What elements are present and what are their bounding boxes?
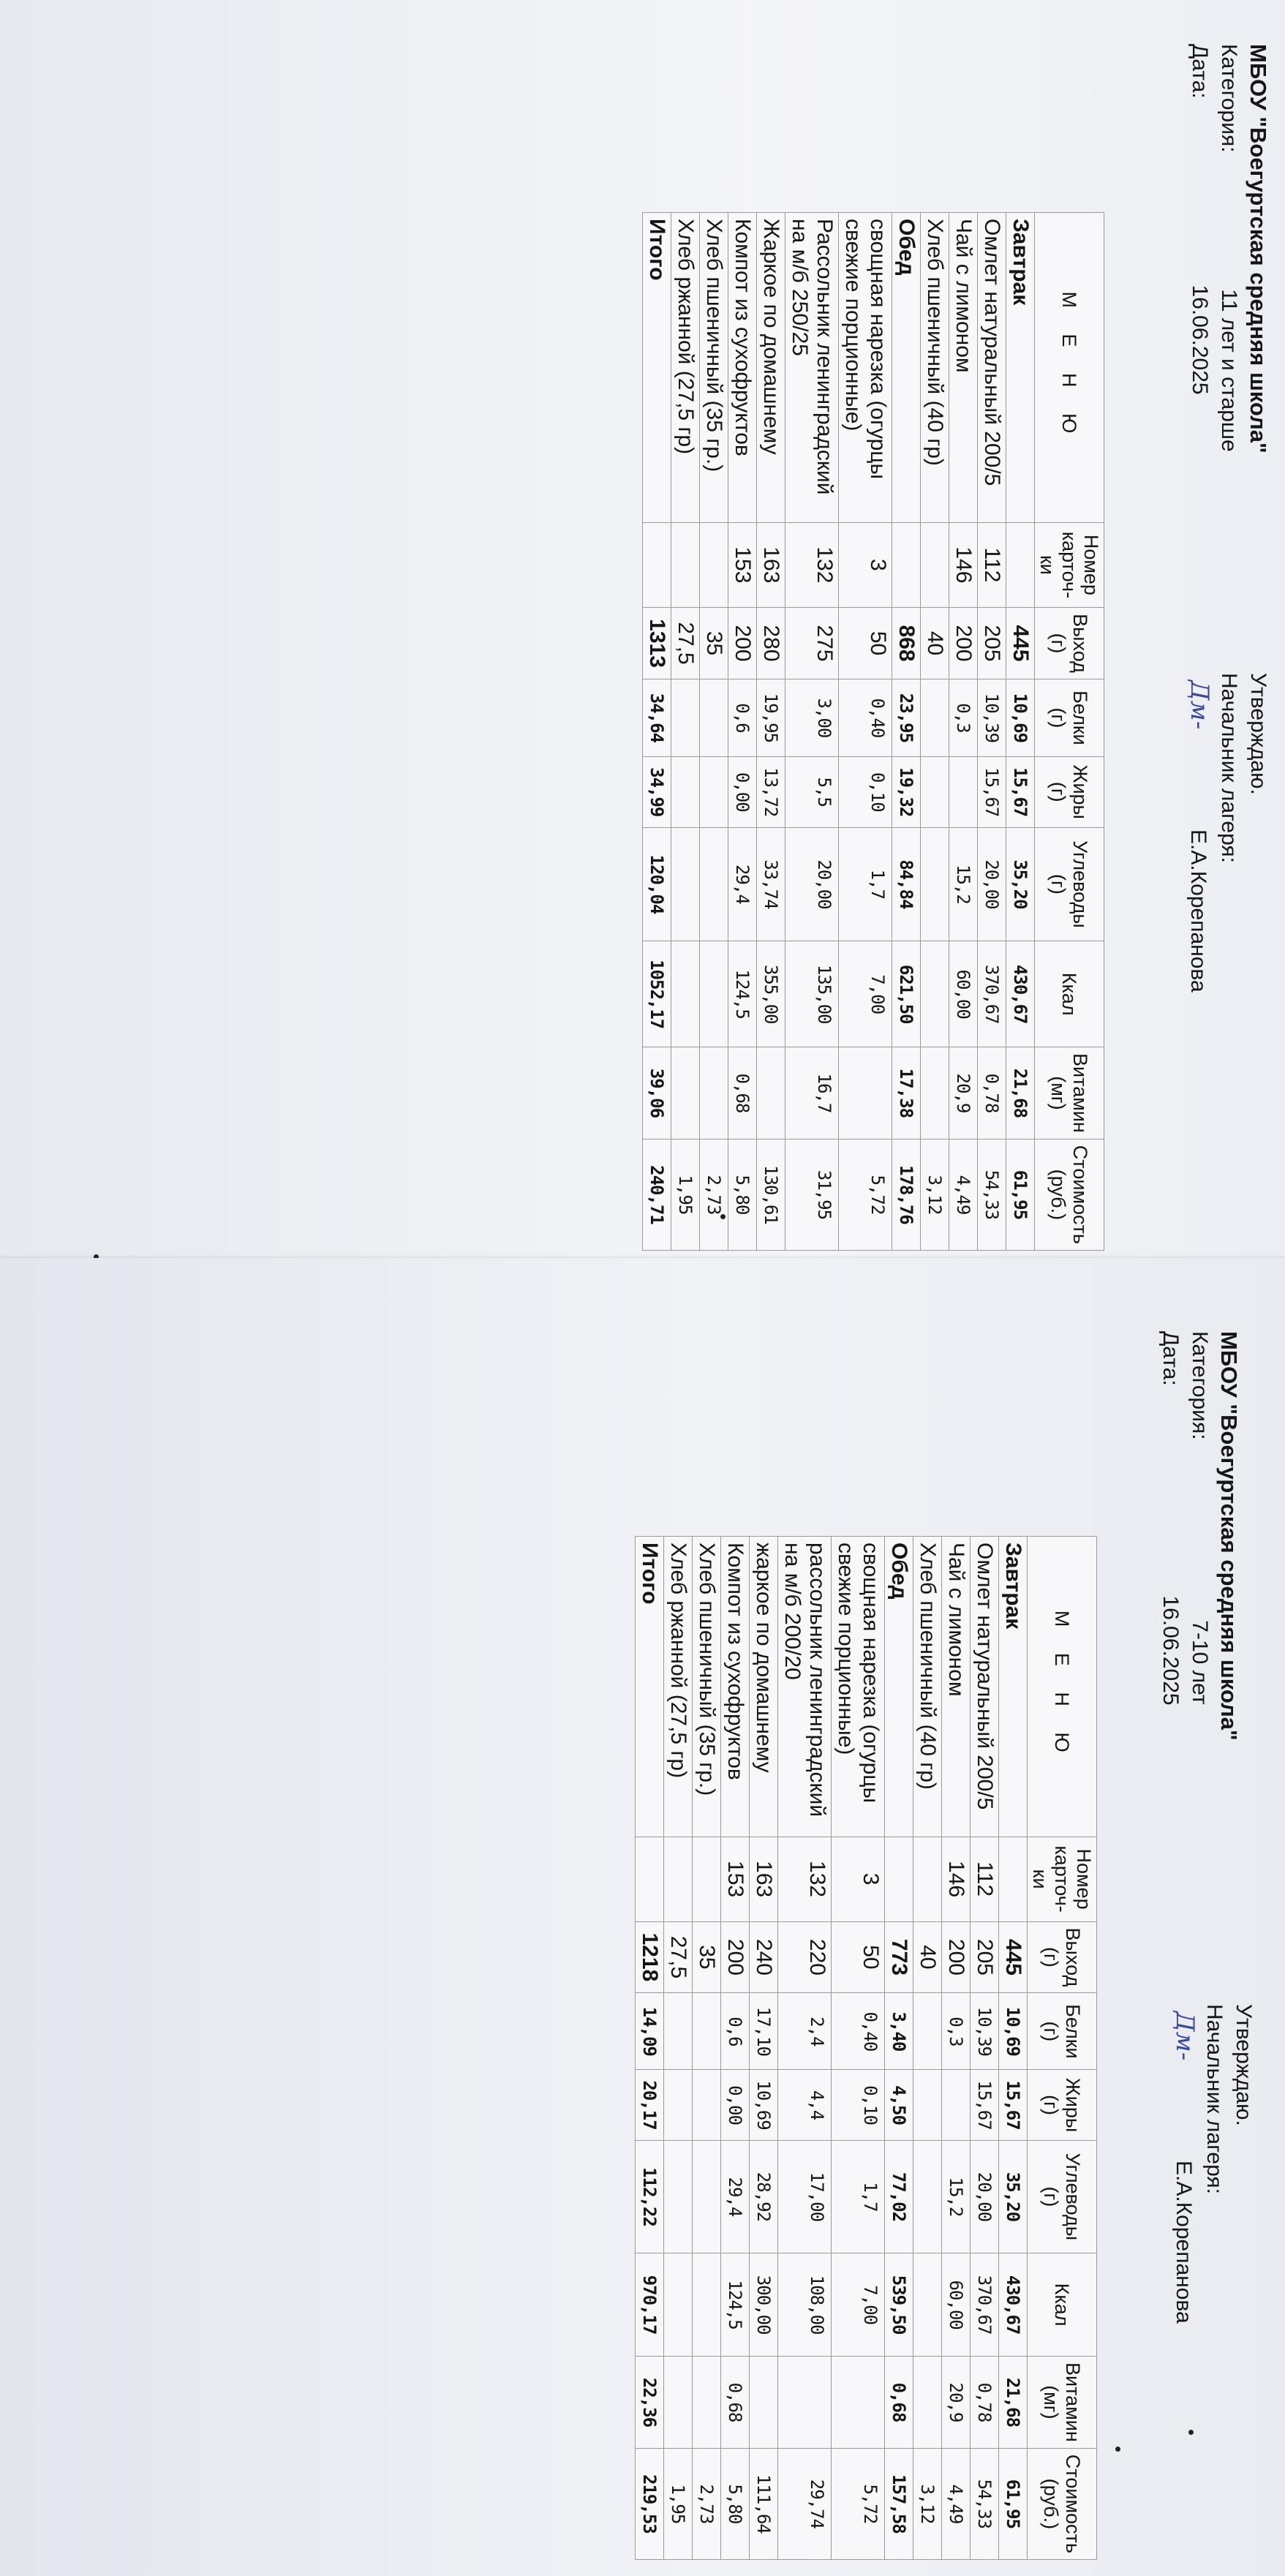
dish-name: Обед xyxy=(892,213,921,523)
header-block xyxy=(1185,44,1273,453)
cell-fat: 15,67 xyxy=(971,2070,999,2140)
col-carbs: Углеводы (г) xyxy=(1035,827,1104,941)
table-row-section xyxy=(885,1537,913,2560)
table-row-section xyxy=(636,1537,664,2560)
cell-kcal: 124,5 xyxy=(721,2253,750,2357)
dish-name: Омлет натуральный 200/5 xyxy=(971,1537,999,1837)
col-kcal: Ккал xyxy=(1028,2253,1097,2357)
col-fat: Жиры (г) xyxy=(1028,2070,1097,2140)
table-row xyxy=(721,1537,750,2560)
menu-table-wrap xyxy=(642,212,1104,1251)
dish-name: свощная нарезка (огурцы свежие порционные) xyxy=(839,213,892,523)
col-cost: Стоимость (руб.) xyxy=(1028,2448,1097,2559)
cell-vitamin xyxy=(778,2357,832,2449)
dish-name: Обед xyxy=(885,1537,913,1837)
menu-sheet-younger xyxy=(0,1258,1285,2576)
cell-fat: 34,99 xyxy=(643,756,671,827)
dish-name: Хлеб пшеничный (40 гр) xyxy=(913,1537,942,1837)
cell-kcal: 970,17 xyxy=(636,2253,664,2357)
cell-kcal xyxy=(913,2253,942,2357)
cell-cost: 240,71 xyxy=(643,1139,671,1250)
cell-carbs xyxy=(700,827,728,941)
cell-cost: 219,53 xyxy=(636,2448,664,2559)
cell-cost: 61,95 xyxy=(999,2448,1028,2559)
cell-yield: 35 xyxy=(700,608,728,679)
category-value: 7-10 лет xyxy=(1188,1620,1212,1705)
cell-kcal: 539,50 xyxy=(885,2253,913,2357)
cell-carbs: 20,00 xyxy=(785,827,839,941)
cell-protein: 0,40 xyxy=(832,1993,885,2070)
cell-vitamin: 16,7 xyxy=(785,1047,839,1140)
cell-protein xyxy=(671,679,700,756)
cell-vitamin xyxy=(832,2357,885,2449)
cell-cost: 4,49 xyxy=(942,2448,971,2559)
cell-vitamin: 21,68 xyxy=(999,2357,1028,2449)
cell-yield: 445 xyxy=(999,1921,1028,1993)
cell-vitamin: 20,9 xyxy=(949,1047,978,1140)
cell-fat: 0,10 xyxy=(832,2070,885,2140)
cell-carbs: 29,4 xyxy=(728,827,757,941)
cell-card xyxy=(643,522,671,607)
cell-cost: 31,95 xyxy=(785,1139,839,1250)
cell-yield: 205 xyxy=(978,608,1006,679)
cell-kcal xyxy=(671,941,700,1047)
cell-fat: 19,32 xyxy=(892,756,921,827)
cell-cost: 3,12 xyxy=(921,1139,949,1250)
cell-protein: 2,4 xyxy=(778,1993,832,2070)
cell-protein: 3,40 xyxy=(885,1993,913,2070)
dish-name: Хлеб ржанной (27,5 гр) xyxy=(671,213,700,523)
cell-yield: 240 xyxy=(750,1921,778,1993)
cell-kcal: 7,00 xyxy=(839,941,892,1047)
cell-carbs xyxy=(693,2140,721,2253)
date-value: 16.06.2025 xyxy=(1158,1595,1183,1706)
cell-carbs: 15,2 xyxy=(942,2140,971,2253)
cell-kcal: 7,00 xyxy=(832,2253,885,2357)
stray-dot xyxy=(720,1214,726,1219)
cell-fat: 0,00 xyxy=(721,2070,750,2140)
cell-carbs: 35,20 xyxy=(999,2140,1028,2253)
table-row xyxy=(700,213,728,1251)
cell-vitamin: 0,68 xyxy=(885,2357,913,2449)
cell-fat: 0,00 xyxy=(728,756,757,827)
dish-name: Компот из сухофруктов xyxy=(721,1537,750,1837)
col-protein: Белки (г) xyxy=(1028,1993,1097,2070)
cell-fat: 4,50 xyxy=(885,2070,913,2140)
category-label: Категория: xyxy=(1217,44,1241,153)
date-label: Дата: xyxy=(1188,44,1212,99)
cell-kcal: 370,67 xyxy=(978,941,1006,1047)
cell-carbs: 77,02 xyxy=(885,2140,913,2253)
cell-card xyxy=(700,522,728,607)
cell-card xyxy=(999,1837,1028,1921)
cell-carbs: 15,2 xyxy=(949,827,978,941)
cell-protein: 10,39 xyxy=(971,1993,999,2070)
cell-fat: 20,17 xyxy=(636,2070,664,2140)
category-label: Категория: xyxy=(1188,1331,1212,1440)
cell-kcal xyxy=(921,941,949,1047)
cell-yield: 40 xyxy=(913,1921,942,1993)
cell-fat xyxy=(913,2070,942,2140)
cell-vitamin xyxy=(671,1047,700,1140)
col-protein: Белки (г) xyxy=(1035,679,1104,756)
cell-vitamin xyxy=(750,2357,778,2449)
cell-fat: 15,67 xyxy=(1006,756,1035,827)
cell-cost: 130,61 xyxy=(757,1139,785,1250)
header-block xyxy=(1156,1331,1243,1741)
cell-vitamin: 39,06 xyxy=(643,1047,671,1140)
school-name: МБОУ "Воегуртская средняя школа" xyxy=(1216,1331,1242,1741)
cell-vitamin xyxy=(839,1047,892,1140)
signer-name: Е.А.Корепанова xyxy=(1186,829,1210,993)
cell-cost: 5,72 xyxy=(839,1139,892,1250)
cell-vitamin: 17,38 xyxy=(892,1047,921,1140)
cell-yield: 35 xyxy=(693,1921,721,1993)
col-fat: Жиры (г) xyxy=(1035,756,1104,827)
dish-name: Хлеб ржанной (27,5 гр) xyxy=(664,1537,693,1837)
cell-fat xyxy=(921,756,949,827)
table-row xyxy=(832,1537,885,2560)
cell-cost: 61,95 xyxy=(1006,1139,1035,1250)
cell-yield: 27,5 xyxy=(671,608,700,679)
dish-name: Рассольник ленинградский на м/б 250/25 xyxy=(785,213,839,523)
table-row xyxy=(978,213,1006,1251)
col-vitamin: Витамин (мг) xyxy=(1028,2357,1097,2449)
cell-yield: 275 xyxy=(785,608,839,679)
cell-protein: 0,6 xyxy=(728,679,757,756)
cell-cost: 3,12 xyxy=(913,2448,942,2559)
cell-cost: 2,73 xyxy=(700,1139,728,1250)
cell-fat: 15,67 xyxy=(999,2070,1028,2140)
approval-block xyxy=(1169,2004,1258,2324)
cell-vitamin xyxy=(757,1047,785,1140)
cell-fat xyxy=(700,756,728,827)
cell-card xyxy=(664,1837,693,1921)
table-row xyxy=(728,213,757,1251)
cell-yield: 773 xyxy=(885,1921,913,1993)
cell-card xyxy=(921,522,949,607)
cell-carbs: 20,00 xyxy=(971,2140,999,2253)
cell-kcal: 430,67 xyxy=(999,2253,1028,2357)
table-row xyxy=(839,213,892,1251)
cell-protein: 0,3 xyxy=(949,679,978,756)
table-row xyxy=(671,213,700,1251)
cell-card xyxy=(885,1837,913,1921)
stray-dot xyxy=(1115,2447,1120,2452)
cell-fat: 13,72 xyxy=(757,756,785,827)
cell-kcal: 135,00 xyxy=(785,941,839,1047)
cell-vitamin: 0,78 xyxy=(971,2357,999,2449)
cell-kcal: 108,00 xyxy=(778,2253,832,2357)
cell-yield: 868 xyxy=(892,608,921,679)
cell-carbs xyxy=(664,2140,693,2253)
table-row xyxy=(942,1537,971,2560)
cell-protein xyxy=(693,1993,721,2070)
cell-carbs xyxy=(671,827,700,941)
cell-fat xyxy=(664,2070,693,2140)
cell-carbs: 112,22 xyxy=(636,2140,664,2253)
table-row-section xyxy=(999,1537,1028,2560)
cell-vitamin xyxy=(693,2357,721,2449)
signature: Дм- xyxy=(1170,2011,1199,2061)
cell-card xyxy=(1006,522,1035,607)
cell-vitamin: 0,68 xyxy=(728,1047,757,1140)
school-name: МБОУ "Воегуртская средняя школа" xyxy=(1246,44,1271,453)
col-card: Номер карточки xyxy=(1035,522,1104,607)
cell-fat xyxy=(949,756,978,827)
cell-yield: 40 xyxy=(921,608,949,679)
approval-block xyxy=(1183,673,1273,993)
cell-cost: 5,80 xyxy=(721,2448,750,2559)
menu-table xyxy=(642,212,1104,1251)
cell-carbs: 35,20 xyxy=(1006,827,1035,941)
cell-yield: 27,5 xyxy=(664,1921,693,1993)
cell-protein xyxy=(700,679,728,756)
dish-name: свощная нарезка (огурцы свежие порционные) xyxy=(832,1537,885,1837)
table-row-section xyxy=(643,213,671,1251)
cell-card: 153 xyxy=(728,522,757,607)
cell-yield: 220 xyxy=(778,1921,832,1993)
cell-card: 112 xyxy=(971,1837,999,1921)
cell-card: 146 xyxy=(942,1837,971,1921)
menu-sheet-older xyxy=(0,0,1285,1287)
cell-cost: 2,73 xyxy=(693,2448,721,2559)
cell-cost: 29,74 xyxy=(778,2448,832,2559)
dish-name: Завтрак xyxy=(1006,213,1035,523)
cell-card xyxy=(913,1837,942,1921)
head-of-camp-label: Начальник лагеря: xyxy=(1202,2004,1226,2195)
table-row xyxy=(785,213,839,1251)
cell-protein: 0,6 xyxy=(721,1993,750,2070)
dish-name: Хлеб пшеничный (35 гр.) xyxy=(700,213,728,523)
cell-card: 146 xyxy=(949,522,978,607)
cell-card: 132 xyxy=(785,522,839,607)
cell-kcal: 60,00 xyxy=(942,2253,971,2357)
col-card: Номер карточки xyxy=(1028,1837,1097,1921)
cell-yield: 50 xyxy=(839,608,892,679)
cell-kcal xyxy=(700,941,728,1047)
cell-yield: 200 xyxy=(949,608,978,679)
col-carbs: Углеводы (г) xyxy=(1028,2140,1097,2253)
cell-vitamin xyxy=(921,1047,949,1140)
cell-yield: 200 xyxy=(942,1921,971,1993)
dish-name: Завтрак xyxy=(999,1537,1028,1837)
dish-name: Чай с лимоном xyxy=(949,213,978,523)
cell-kcal: 430,67 xyxy=(1006,941,1035,1047)
cell-vitamin: 21,68 xyxy=(1006,1047,1035,1140)
cell-protein xyxy=(921,679,949,756)
cell-fat: 4,4 xyxy=(778,2070,832,2140)
cell-card: 163 xyxy=(750,1837,778,1921)
table-row xyxy=(693,1537,721,2560)
cell-cost: 5,80 xyxy=(728,1139,757,1250)
table-row xyxy=(949,213,978,1251)
cell-cost: 54,33 xyxy=(971,2448,999,2559)
table-row-section xyxy=(892,213,921,1251)
table-row xyxy=(913,1537,942,2560)
menu-table-wrap xyxy=(635,1536,1097,2560)
cell-kcal: 60,00 xyxy=(949,941,978,1047)
date-value: 16.06.2025 xyxy=(1188,285,1212,395)
col-vitamin: Витамин (мг) xyxy=(1035,1047,1104,1140)
cell-carbs: 29,4 xyxy=(721,2140,750,2253)
cell-card xyxy=(892,522,921,607)
cell-card: 112 xyxy=(978,522,1006,607)
head-of-camp-label: Начальник лагеря: xyxy=(1217,673,1241,864)
cell-card: 153 xyxy=(721,1837,750,1921)
cell-yield: 445 xyxy=(1006,608,1035,679)
cell-fat xyxy=(671,756,700,827)
cell-cost: 157,58 xyxy=(885,2448,913,2559)
dish-name: Итого xyxy=(636,1537,664,1837)
cell-vitamin: 22,36 xyxy=(636,2357,664,2449)
cell-card xyxy=(671,522,700,607)
cell-protein: 0,3 xyxy=(942,1993,971,2070)
cell-card: 132 xyxy=(778,1837,832,1921)
cell-yield: 200 xyxy=(728,608,757,679)
cell-protein xyxy=(664,1993,693,2070)
category-value: 11 лет и старше xyxy=(1217,289,1241,452)
cell-vitamin: 0,78 xyxy=(978,1047,1006,1140)
dish-name: жаркое по домашнему xyxy=(750,1537,778,1837)
cell-protein: 10,69 xyxy=(1006,679,1035,756)
cell-carbs xyxy=(921,827,949,941)
stray-dot xyxy=(1188,2430,1194,2435)
dish-name: рассольник ленинградский на м/б 200/20 xyxy=(778,1537,832,1837)
cell-carbs: 1,7 xyxy=(832,2140,885,2253)
menu-table xyxy=(635,1536,1097,2560)
cell-kcal: 355,00 xyxy=(757,941,785,1047)
signer-name: Е.А.Корепанова xyxy=(1172,2161,1196,2324)
cell-yield: 1218 xyxy=(636,1921,664,1993)
dish-name: Жаркое по домашнему xyxy=(757,213,785,523)
cell-carbs: 1,7 xyxy=(839,827,892,941)
cell-card xyxy=(636,1837,664,1921)
cell-kcal: 300,00 xyxy=(750,2253,778,2357)
cell-carbs: 33,74 xyxy=(757,827,785,941)
cell-fat: 0,10 xyxy=(839,756,892,827)
cell-protein: 0,40 xyxy=(839,679,892,756)
dish-name: Компот из сухофруктов xyxy=(728,213,757,523)
table-row xyxy=(750,1537,778,2560)
dish-name: Омлет натуральный 200/5 xyxy=(978,213,1006,523)
cell-carbs xyxy=(913,2140,942,2253)
menu-title: М Е Н Ю xyxy=(1035,213,1104,523)
menu-title: М Е Н Ю xyxy=(1028,1537,1097,1837)
cell-carbs: 20,00 xyxy=(978,827,1006,941)
cell-protein: 17,10 xyxy=(750,1993,778,2070)
cell-yield: 280 xyxy=(757,608,785,679)
cell-card: 3 xyxy=(839,522,892,607)
cell-carbs: 120,04 xyxy=(643,827,671,941)
cell-cost: 5,72 xyxy=(832,2448,885,2559)
cell-carbs: 17,00 xyxy=(778,2140,832,2253)
cell-cost: 4,49 xyxy=(949,1139,978,1250)
cell-carbs: 84,84 xyxy=(892,827,921,941)
cell-cost: 1,95 xyxy=(664,2448,693,2559)
cell-vitamin xyxy=(664,2357,693,2449)
cell-protein: 23,95 xyxy=(892,679,921,756)
dish-name: Хлеб пшеничный (40 гр) xyxy=(921,213,949,523)
date-label: Дата: xyxy=(1158,1331,1183,1386)
cell-cost: 54,33 xyxy=(978,1139,1006,1250)
cell-card: 3 xyxy=(832,1837,885,1921)
table-row xyxy=(971,1537,999,2560)
cell-protein: 10,69 xyxy=(999,1993,1028,2070)
col-yield: Выход (г) xyxy=(1035,608,1104,679)
cell-vitamin xyxy=(700,1047,728,1140)
cell-vitamin xyxy=(913,2357,942,2449)
table-row xyxy=(921,213,949,1251)
table-row xyxy=(664,1537,693,2560)
cell-card xyxy=(693,1837,721,1921)
cell-yield: 200 xyxy=(721,1921,750,1993)
cell-yield: 1313 xyxy=(643,608,671,679)
cell-kcal: 370,67 xyxy=(971,2253,999,2357)
dish-name: Хлеб пшеничный (35 гр.) xyxy=(693,1537,721,1837)
cell-card: 163 xyxy=(757,522,785,607)
cell-kcal: 1052,17 xyxy=(643,941,671,1047)
cell-protein: 10,39 xyxy=(978,679,1006,756)
cell-cost: 178,76 xyxy=(892,1139,921,1250)
col-cost: Стоимость (руб.) xyxy=(1035,1139,1104,1250)
dish-name: Итого xyxy=(643,213,671,523)
cell-kcal: 621,50 xyxy=(892,941,921,1047)
cell-fat: 5,5 xyxy=(785,756,839,827)
table-row xyxy=(757,213,785,1251)
cell-yield: 50 xyxy=(832,1921,885,1993)
table-row xyxy=(778,1537,832,2560)
cell-protein: 34,64 xyxy=(643,679,671,756)
cell-fat: 10,69 xyxy=(750,2070,778,2140)
col-yield: Выход (г) xyxy=(1028,1921,1097,1993)
cell-protein: 14,09 xyxy=(636,1993,664,2070)
col-kcal: Ккал xyxy=(1035,941,1104,1047)
cell-kcal xyxy=(693,2253,721,2357)
cell-fat: 15,67 xyxy=(978,756,1006,827)
cell-kcal xyxy=(664,2253,693,2357)
cell-fat xyxy=(693,2070,721,2140)
signature: Дм- xyxy=(1185,680,1214,730)
cell-fat xyxy=(942,2070,971,2140)
cell-protein: 3,00 xyxy=(785,679,839,756)
table-row-section xyxy=(1006,213,1035,1251)
cell-protein xyxy=(913,1993,942,2070)
cell-kcal: 124,5 xyxy=(728,941,757,1047)
cell-protein: 19,95 xyxy=(757,679,785,756)
cell-vitamin: 20,9 xyxy=(942,2357,971,2449)
cell-carbs: 28,92 xyxy=(750,2140,778,2253)
cell-cost: 1,95 xyxy=(671,1139,700,1250)
cell-yield: 205 xyxy=(971,1921,999,1993)
cell-cost: 111,64 xyxy=(750,2448,778,2559)
cell-vitamin: 0,68 xyxy=(721,2357,750,2449)
approve-text: Утверждаю. xyxy=(1246,673,1270,795)
approve-text: Утверждаю. xyxy=(1232,2004,1256,2126)
dish-name: Чай с лимоном xyxy=(942,1537,971,1837)
